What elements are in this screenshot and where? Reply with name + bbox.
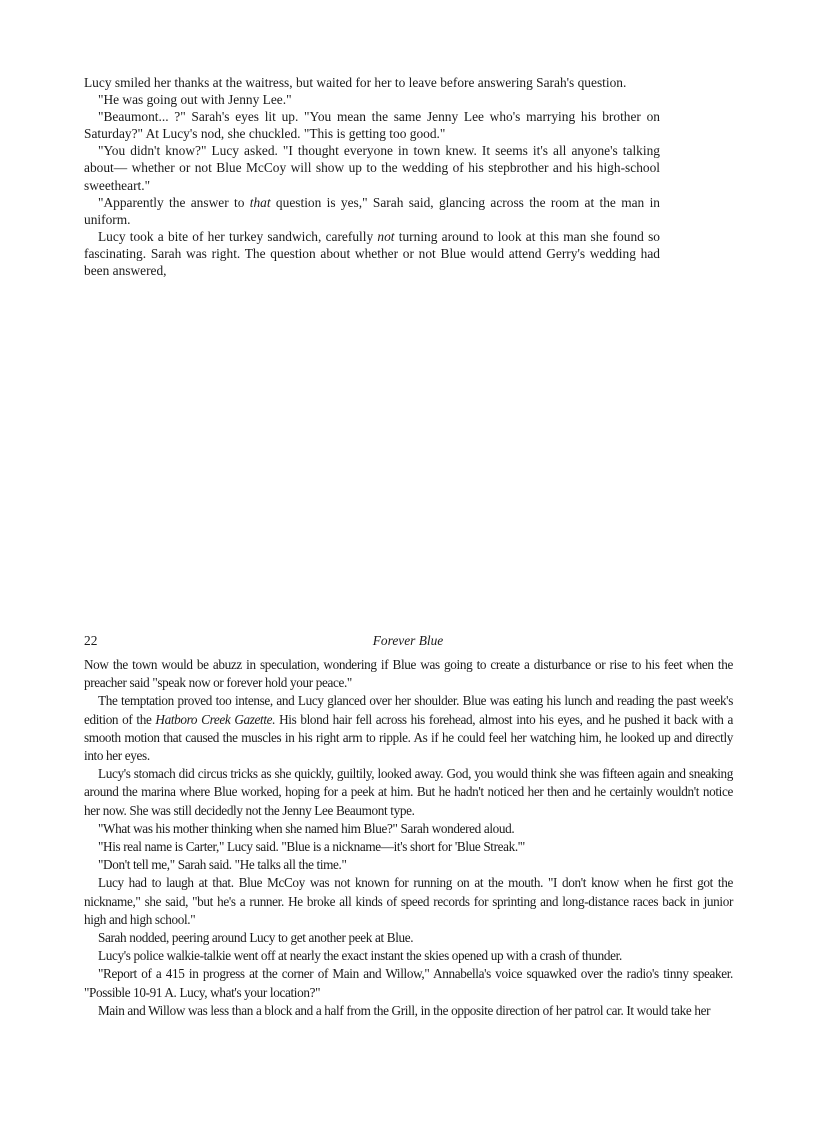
text-run: Lucy's stomach did circus tricks as she quickly, guiltily, looked away. God, you would think she was fifteen again and sneaking around the marina where Blue worked, hoping for a peek at him. But he hadn't noticed her then and he certainly wouldn't notice her now. She was still decidedly not the Jenny Lee Beaumont type. bbox=[84, 766, 733, 818]
top-text-block bbox=[84, 74, 660, 279]
paragraph bbox=[84, 194, 660, 228]
paragraph bbox=[84, 965, 733, 1001]
text-run: "Beaumont... ?" Sarah's eyes lit up. "You mean the same Jenny Lee who's marrying his brother on Saturday?" At Lucy's nod, she chuckled. "This is getting too good." bbox=[84, 109, 660, 142]
text-run: Lucy took a bite of her turkey sandwich, carefully bbox=[98, 228, 378, 244]
paragraph bbox=[84, 929, 733, 947]
text-run: "You didn't know?" Lucy asked. "I thought everyone in town knew. It seems it's all anyone's talking about— whether or not Blue McCoy will show up to the wedding of his stepbrother and his high-school sweetheart." bbox=[84, 143, 660, 193]
paragraph bbox=[84, 874, 733, 929]
text-run: Now the town would be abuzz in speculation, wondering if Blue was going to create a disturbance or rise to his feet when the preacher said "speak now or forever hold your peace." bbox=[84, 657, 733, 691]
italic-run: that bbox=[249, 194, 271, 210]
text-run: turning around to look at this man she found so fascinating. Sarah was right. The question about whether or not Blue would attend Gerry's wedding had been answered, bbox=[84, 228, 660, 279]
paragraph bbox=[84, 91, 660, 108]
text-run: "He was going out with Jenny Lee." bbox=[98, 92, 292, 108]
paragraph bbox=[84, 1002, 733, 1020]
paragraph bbox=[84, 108, 660, 142]
text-run: Lucy's police walkie-talkie went off at nearly the exact instant the skies opened up with a crash of thunder. bbox=[98, 948, 622, 964]
paragraph bbox=[84, 74, 660, 91]
paragraph bbox=[84, 820, 733, 838]
text-run: Lucy smiled her thanks at the waitress, but waited for her to leave before answering Sarah's question. bbox=[84, 75, 627, 90]
text-run: "What was his mother thinking when she named him Blue?" Sarah wondered aloud. bbox=[98, 820, 515, 836]
italic-run: not bbox=[377, 228, 395, 244]
paragraph bbox=[84, 947, 733, 965]
text-run: question is yes," Sarah said, glancing across the room at the man in uniform. bbox=[84, 194, 661, 227]
paragraph bbox=[84, 838, 733, 856]
page-header bbox=[84, 633, 732, 651]
italic-run: Hatboro Creek Gazette. bbox=[155, 711, 276, 727]
text-run: Main and Willow was less than a block and a half from the Grill, in the opposite direction of her patrol car. It would take her bbox=[98, 1002, 711, 1018]
text-run: His blond hair fell across his forehead, almost into his eyes, and he pushed it back with a smooth motion that caused the muscles in his right arm to ripple. As if he could feel her watching him, he looked up and directly into her eyes. bbox=[84, 711, 733, 764]
running-title: Forever Blue bbox=[372, 633, 444, 648]
paragraph bbox=[84, 142, 660, 193]
page-number: 22 bbox=[84, 633, 98, 648]
paragraph bbox=[84, 765, 733, 820]
paragraph bbox=[84, 856, 733, 874]
text-run: Sarah nodded, peering around Lucy to get another peek at Blue. bbox=[98, 930, 414, 946]
text-run: "Don't tell me," Sarah said. "He talks all the time." bbox=[98, 857, 347, 873]
text-run: "His real name is Carter," Lucy said. "Blue is a nickname—it's short for 'Blue Streak.'" bbox=[98, 839, 525, 855]
paragraph bbox=[84, 692, 733, 765]
paragraph bbox=[84, 656, 733, 692]
paragraph bbox=[84, 228, 660, 279]
text-run: The temptation proved too intense, and Lucy glanced over her shoulder. Blue was eating his lunch and reading the past week's edition of the bbox=[84, 693, 733, 727]
text-run: Lucy had to laugh at that. Blue McCoy was not known for running on at the mouth. "I don't know when he first got the nickname," she said, "but he's a runner. He broke all kinds of speed records for sprinting and long-distance races back in junior high and high school." bbox=[84, 875, 733, 927]
bottom-text-block bbox=[84, 656, 733, 1020]
text-run: "Report of a 415 in progress at the corner of Main and Willow," Annabella's voice squawked over the radio's tinny speaker. "Possible 10-91 A. Lucy, what's your location?" bbox=[84, 966, 733, 1000]
text-run: "Apparently the answer to bbox=[98, 194, 250, 210]
